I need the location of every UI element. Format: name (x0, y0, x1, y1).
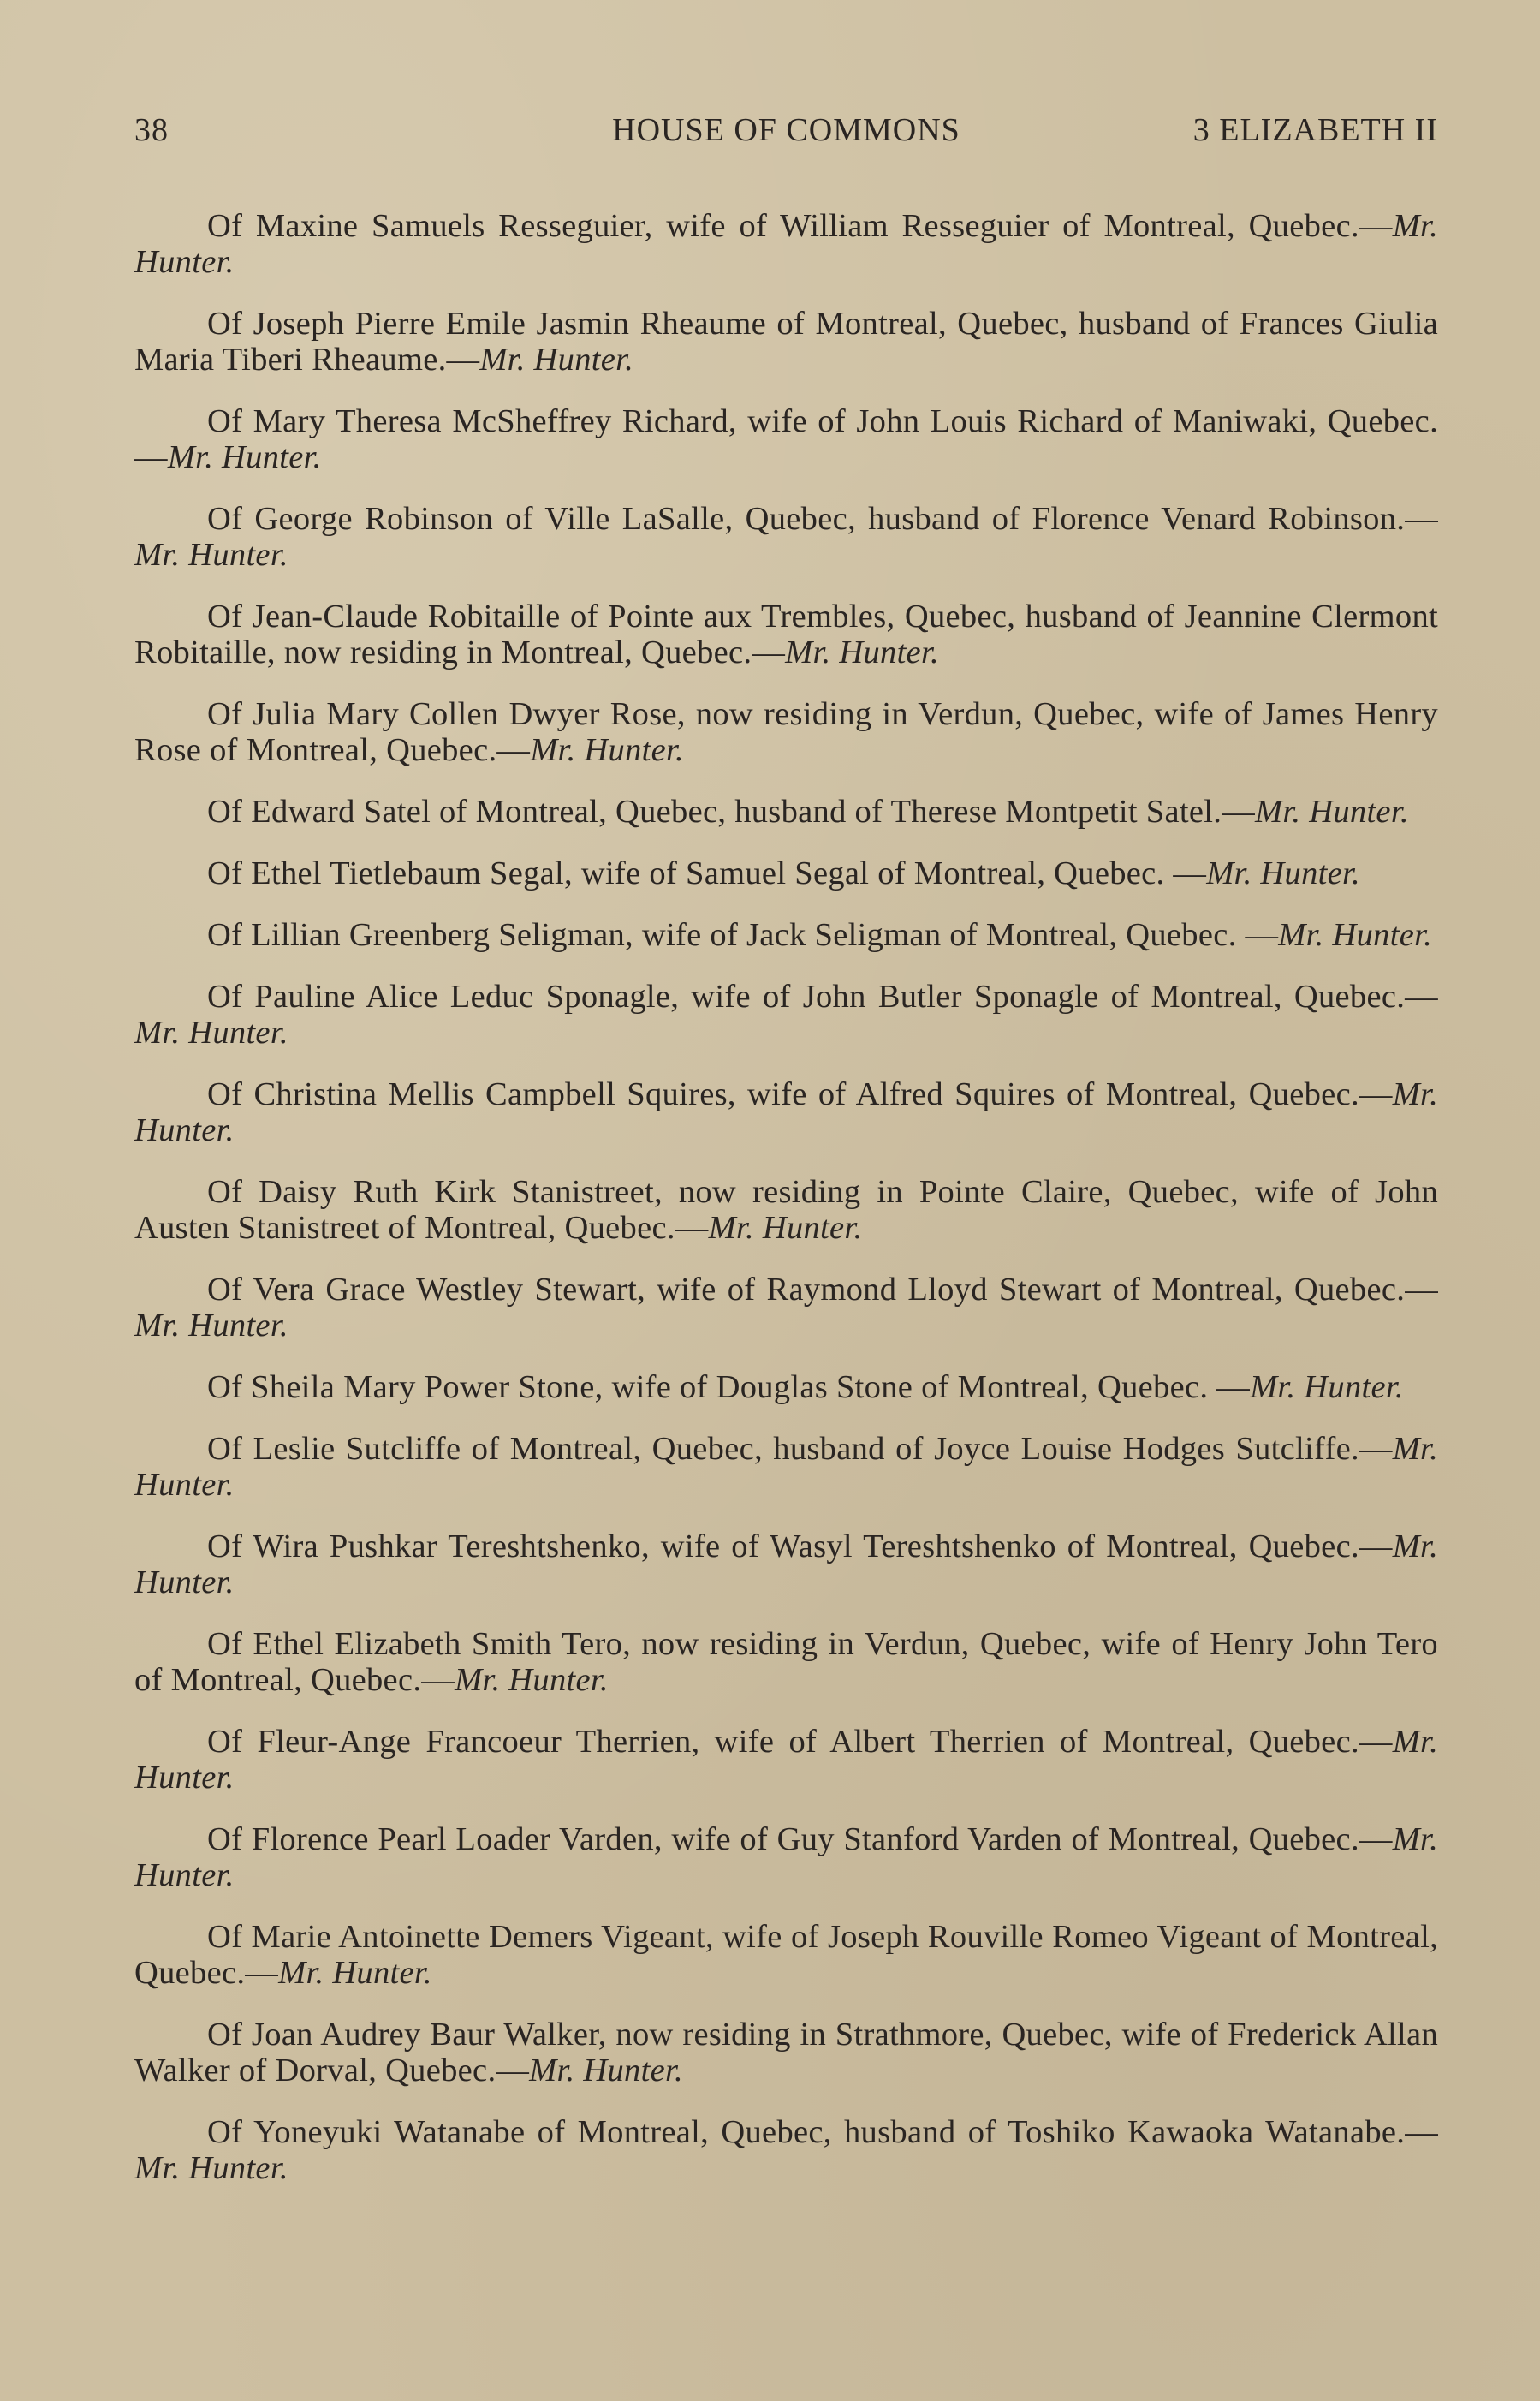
entry-sponsor: Mr. Hunter. (1255, 794, 1409, 830)
entry-sponsor: Mr. Hunter. (134, 1528, 1438, 1600)
entry-text: Of Edward Satel of Montreal, Quebec, husband of Therese Montpetit Satel.— (207, 794, 1255, 830)
petition-entry (134, 1272, 1438, 1343)
entry-sponsor: Mr. Hunter. (1250, 1369, 1404, 1405)
entry-text: Of Daisy Ruth Kirk Stanistreet, now residing in Pointe Claire, Quebec, wife of John Austen Stanistreet of Montreal, Quebec.— (134, 1174, 1438, 1246)
entry-sponsor: Mr. Hunter. (134, 1821, 1438, 1893)
petition-entry (134, 1369, 1438, 1405)
entry-text: Of Pauline Alice Leduc Sponagle, wife of John Butler Sponagle of Montreal, Quebec.— (207, 979, 1438, 1015)
entry-text: Of Lillian Greenberg Seligman, wife of Jack Seligman of Montreal, Quebec. — (207, 917, 1279, 953)
entry-text: Of Sheila Mary Power Stone, wife of Douglas Stone of Montreal, Quebec. — (207, 1369, 1251, 1405)
entry-text: Of Leslie Sutcliffe of Montreal, Quebec, husband of Joyce Louise Hodges Sutcliffe.— (207, 1431, 1393, 1467)
entry-sponsor: Mr. Hunter. (529, 2052, 683, 2088)
petition-entry (134, 917, 1438, 953)
petition-entry (134, 1076, 1438, 1148)
entry-sponsor: Mr. Hunter. (134, 537, 288, 573)
entry-text: Of Jean-Claude Robitaille of Pointe aux Trembles, Quebec, husband of Jeannine Clermont Robitaille, now residing in Montreal, Quebec.— (134, 599, 1438, 670)
entry-text: Of Joseph Pierre Emile Jasmin Rheaume of Montreal, Quebec, husband of Frances Giulia Maria Tiberi Rheaume.— (134, 306, 1438, 378)
petition-entry (134, 1821, 1438, 1893)
entry-text: Of Julia Mary Collen Dwyer Rose, now residing in Verdun, Quebec, wife of James Henry Rose of Montreal, Quebec.— (134, 696, 1438, 768)
petition-entry (134, 2114, 1438, 2186)
petition-entry (134, 1626, 1438, 1698)
petition-entry (134, 794, 1438, 830)
entry-text: Of Wira Pushkar Tereshtshenko, wife of Wasyl Tereshtshenko of Montreal, Quebec.— (207, 1528, 1393, 1564)
petition-entry (134, 403, 1438, 475)
entry-sponsor: Mr. Hunter. (134, 1076, 1438, 1148)
entry-sponsor: Mr. Hunter. (134, 1308, 288, 1343)
entry-sponsor: Mr. Hunter. (455, 1662, 609, 1698)
entry-sponsor: Mr. Hunter. (785, 635, 939, 670)
entry-text: Of Ethel Elizabeth Smith Tero, now residing in Verdun, Quebec, wife of Henry John Tero of Montreal, Quebec.— (134, 1626, 1438, 1698)
entry-sponsor: Mr. Hunter. (530, 732, 684, 768)
entry-sponsor: Mr. Hunter. (134, 208, 1438, 280)
petition-entry (134, 501, 1438, 573)
entry-text: Of Fleur-Ange Francoeur Therrien, wife of Albert Therrien of Montreal, Quebec.— (207, 1724, 1393, 1760)
entry-text: Of Mary Theresa McSheffrey Richard, wife of John Louis Richard of Maniwaki, Quebec.— (134, 403, 1438, 475)
entry-sponsor: Mr. Hunter. (278, 1955, 432, 1991)
entry-text: Of George Robinson of Ville LaSalle, Quebec, husband of Florence Venard Robinson.— (207, 501, 1438, 537)
regnal-year: 3 ELIZABETH II (1192, 112, 1438, 148)
entry-sponsor: Mr. Hunter. (708, 1210, 863, 1246)
entry-sponsor: Mr. Hunter. (134, 1431, 1438, 1503)
entry-sponsor: Mr. Hunter. (1206, 855, 1360, 891)
petition-entry (134, 599, 1438, 670)
entry-text: Of Marie Antoinette Demers Vigeant, wife of Joseph Rouville Romeo Vigeant of Montreal, Quebec.— (134, 1919, 1438, 1991)
petition-entry (134, 1174, 1438, 1246)
petition-entry (134, 855, 1438, 891)
running-title: HOUSE OF COMMONS (612, 112, 960, 148)
entry-text: Of Vera Grace Westley Stewart, wife of Raymond Lloyd Stewart of Montreal, Quebec.— (207, 1272, 1438, 1308)
entry-text: Of Maxine Samuels Resseguier, wife of William Resseguier of Montreal, Quebec.— (207, 208, 1393, 244)
petition-entry (134, 1724, 1438, 1796)
petition-entry (134, 1431, 1438, 1503)
petition-entry (134, 306, 1438, 378)
page-number: 38 (134, 112, 169, 148)
petition-entry (134, 696, 1438, 768)
entry-text: Of Yoneyuki Watanabe of Montreal, Quebec, husband of Toshiko Kawaoka Watanabe.— (207, 2114, 1438, 2150)
entry-sponsor: Mr. Hunter. (134, 1015, 288, 1051)
entry-sponsor: Mr. Hunter. (134, 1724, 1438, 1796)
page-header (134, 111, 1438, 154)
petition-entry (134, 208, 1438, 280)
entry-sponsor: Mr. Hunter. (167, 439, 322, 475)
petition-list (134, 208, 1438, 2212)
entry-text: Of Florence Pearl Loader Varden, wife of Guy Stanford Varden of Montreal, Quebec.— (207, 1821, 1393, 1857)
entry-sponsor: Mr. Hunter. (134, 2150, 288, 2186)
petition-entry (134, 1528, 1438, 1600)
petition-entry (134, 979, 1438, 1051)
petition-entry (134, 1919, 1438, 1991)
entry-text: Of Ethel Tietlebaum Segal, wife of Samuel Segal of Montreal, Quebec. — (207, 855, 1207, 891)
entry-sponsor: Mr. Hunter. (1278, 917, 1433, 953)
entry-text: Of Christina Mellis Campbell Squires, wife of Alfred Squires of Montreal, Quebec.— (207, 1076, 1393, 1112)
entry-text: Of Joan Audrey Baur Walker, now residing in Strathmore, Quebec, wife of Frederick Allan Walker of Dorval, Quebec.— (134, 2017, 1438, 2088)
petition-entry (134, 2017, 1438, 2088)
entry-sponsor: Mr. Hunter. (479, 342, 634, 378)
